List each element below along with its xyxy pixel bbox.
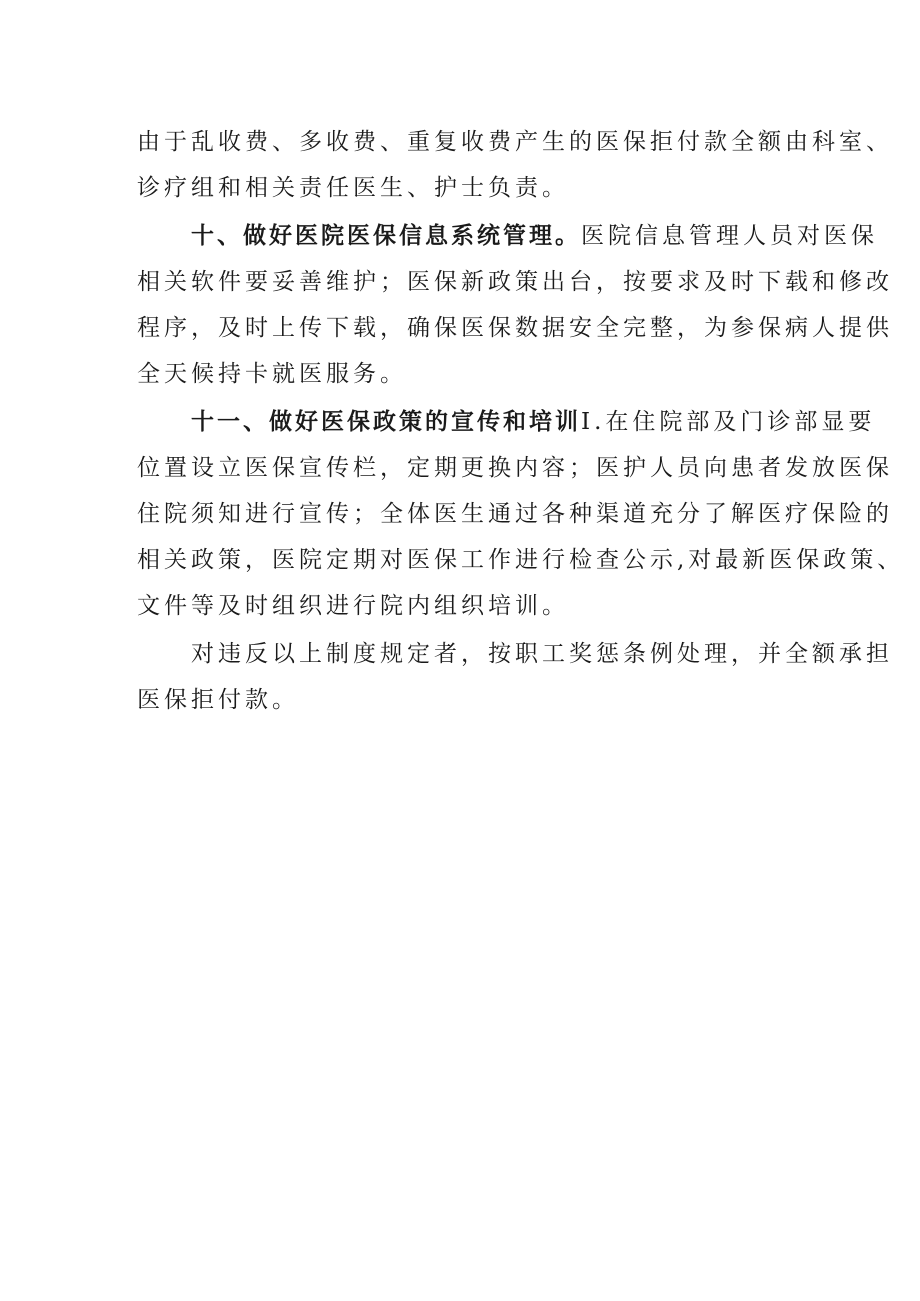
text-line: 相关政策，医院定期对医保工作进行检查公示,对最新医保政策、 (137, 547, 905, 573)
text-line: 对违反以上制度规定者，按职工奖惩条例处理，并全额承担 (191, 641, 893, 667)
section-eleven-heading: 十一、做好医保政策的宣传和培训 (191, 409, 581, 435)
section-ten-heading: 十、做好医院医保信息系统管理。 (191, 223, 581, 249)
paragraph-section-eleven (137, 399, 905, 629)
text-line: 医保拒付款。 (137, 687, 299, 713)
section-eleven-first-line (137, 399, 876, 445)
section-ten-first-line (137, 213, 878, 259)
text-line: 程序，及时上传下载，确保医保数据安全完整，为参保病人提供 (137, 315, 893, 341)
text-line: 相关软件要妥善维护；医保新政策出台，按要求及时下载和修改 (137, 269, 893, 295)
paragraph-violations (137, 631, 893, 723)
text-line: 诊疗组和相关责任医生、护士负责。 (137, 175, 569, 201)
document-body (137, 119, 905, 725)
text-line: 全天候持卡就医服务。 (137, 361, 407, 387)
paragraph-section-ten (137, 213, 893, 397)
text-line: 位置设立医保宣传栏，定期更换内容；医护人员向患者发放医保 (137, 455, 893, 481)
paragraph-refund-responsibility (137, 119, 893, 211)
text-run: I.在住院部及门诊部显要 (581, 409, 876, 435)
text-line: 文件等及时组织进行院内组织培训。 (137, 593, 569, 619)
text-run: 医院信息管理人员对医保 (581, 223, 878, 249)
text-line: 由于乱收费、多收费、重复收费产生的医保拒付款全额由科室、 (137, 129, 893, 155)
text-line: 住院须知进行宣传；全体医生通过各种渠道充分了解医疗保险的 (137, 501, 893, 527)
